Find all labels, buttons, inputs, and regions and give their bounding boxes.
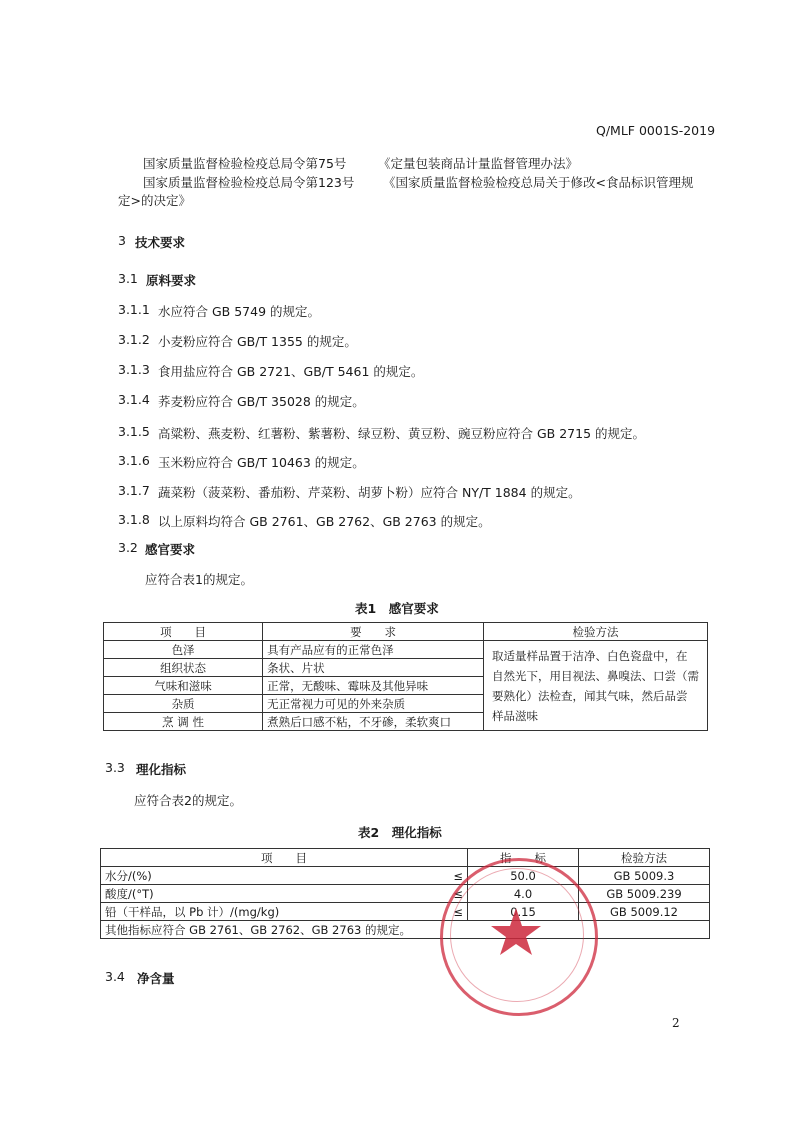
item-3-1-1-number: 3.1.1 <box>118 302 150 317</box>
table-2-header-row <box>101 849 710 867</box>
ref-line-1-right: 《定量包装商品计量监督管理办法》 <box>378 156 579 171</box>
table-2-item: 酸度/(°T) <box>101 885 430 903</box>
table-1-requirement: 具有产品应有的正常色泽 <box>263 641 484 659</box>
table-1-header-row <box>104 623 708 641</box>
section-3-2-paragraph: 应符合表1的规定。 <box>145 572 253 587</box>
ref-line-1-left: 国家质量监督检验检疫总局令第75号 <box>143 156 347 171</box>
table-2-operator: ≤ <box>429 903 468 921</box>
table-2-footer: 其他指标应符合 GB 2761、GB 2762、GB 2763 的规定。 <box>101 921 710 939</box>
item-3-1-7-number: 3.1.7 <box>118 483 150 498</box>
section-3-title: 技术要求 <box>135 235 186 250</box>
table-2-item: 水分/(%) <box>101 867 430 885</box>
item-3-1-4-number: 3.1.4 <box>118 392 150 407</box>
table-1-requirement: 正常，无酸味、霉味及其他异味 <box>263 677 484 695</box>
section-3-4-title: 净含量 <box>137 971 175 986</box>
item-3-1-2-text: 小麦粉应符合 GB/T 1355 的规定。 <box>158 334 357 349</box>
item-3-1-5-number: 3.1.5 <box>118 424 150 439</box>
table-2-header-value: 指 标 <box>468 849 579 867</box>
section-3-4-number: 3.4 <box>105 969 125 984</box>
table-1-item: 组织状态 <box>104 659 263 677</box>
item-3-1-2-number: 3.1.2 <box>118 332 150 347</box>
section-3-3-number: 3.3 <box>105 760 125 775</box>
table-1-method-line: 自然光下，用目视法、鼻嗅法、口尝（需 <box>492 668 699 683</box>
table-1-method-line: 取适量样品置于洁净、白色瓷盘中，在 <box>492 648 688 663</box>
table-2-value: 50.0 <box>468 867 579 885</box>
table-1-requirement: 煮熟后口感不粘，不牙碜，柔软爽口 <box>263 713 484 731</box>
seal-star-icon <box>440 858 592 1010</box>
standard-code: Q/MLF 0001S-2019 <box>596 123 716 138</box>
item-3-1-1-text: 水应符合 GB 5749 的规定。 <box>158 304 320 319</box>
item-3-1-8-number: 3.1.8 <box>118 512 150 527</box>
table-1-item: 烹 调 性 <box>104 713 263 731</box>
table-1-header-item: 项 目 <box>104 623 263 641</box>
ref-line-2-left: 国家质量监督检验检疫总局令第123号 <box>143 175 355 190</box>
item-3-1-7-text: 蔬菜粉（菠菜粉、番茄粉、芹菜粉、胡萝卜粉）应符合 NY/T 1884 的规定。 <box>158 485 581 500</box>
page-number: 2 <box>672 1016 680 1030</box>
section-3-1-number: 3.1 <box>118 271 138 286</box>
item-3-1-3-text: 食用盐应符合 GB 2721、GB/T 5461 的规定。 <box>158 364 424 379</box>
table-1 <box>103 622 708 731</box>
table-1-item: 气味和滋味 <box>104 677 263 695</box>
company-seal <box>440 858 598 1016</box>
item-3-1-6-number: 3.1.6 <box>118 453 150 468</box>
item-3-1-6-text: 玉米粉应符合 GB/T 10463 的规定。 <box>158 455 365 470</box>
section-3-2-number: 3.2 <box>118 540 138 555</box>
table-2-method: GB 5009.3 <box>579 867 710 885</box>
table-row <box>101 867 710 885</box>
item-3-1-4-text: 荞麦粉应符合 GB/T 35028 的规定。 <box>158 394 365 409</box>
section-3-3-title: 理化指标 <box>136 762 187 777</box>
section-3-1-title: 原料要求 <box>146 273 197 288</box>
table-1-method-line: 样品滋味 <box>492 708 538 723</box>
ref-line-2-right: 《国家质量监督检验检疫总局关于修改<食品标识管理规 <box>383 175 694 190</box>
item-3-1-5-text: 高粱粉、燕麦粉、红薯粉、紫薯粉、绿豆粉、黄豆粉、豌豆粉应符合 GB 2715 的规定。 <box>158 426 645 441</box>
table-2-value: 0.15 <box>468 903 579 921</box>
table-2-operator: ≤ <box>429 885 468 903</box>
table-1-method-line: 要熟化）法检查，闻其气味，然后品尝 <box>492 688 688 703</box>
ref-line-2-cont: 定>的决定》 <box>118 193 191 208</box>
table-2-method: GB 5009.12 <box>579 903 710 921</box>
table-1-caption: 表1 感官要求 <box>355 601 439 616</box>
table-row <box>104 641 708 659</box>
table-row <box>101 903 710 921</box>
section-3-2-title: 感官要求 <box>145 542 196 557</box>
table-2-header-method: 检验方法 <box>579 849 710 867</box>
table-2-header-item: 项 目 <box>101 849 468 867</box>
item-3-1-8-text: 以上原料均符合 GB 2761、GB 2762、GB 2763 的规定。 <box>158 514 491 529</box>
table-1-requirement: 条状、片状 <box>263 659 484 677</box>
item-3-1-3-number: 3.1.3 <box>118 362 150 377</box>
table-1-item: 杂质 <box>104 695 263 713</box>
table-1-header-requirement: 要 求 <box>263 623 484 641</box>
table-2 <box>100 848 710 939</box>
table-2-operator: ≤ <box>429 867 468 885</box>
table-row <box>101 885 710 903</box>
section-3-number: 3 <box>118 233 126 248</box>
table-1-requirement: 无正常视力可见的外来杂质 <box>263 695 484 713</box>
table-2-footer-row <box>101 921 710 939</box>
table-1-method-cell <box>484 641 708 731</box>
section-3-3-paragraph: 应符合表2的规定。 <box>134 793 242 808</box>
table-2-method: GB 5009.239 <box>579 885 710 903</box>
table-1-header-method: 检验方法 <box>484 623 708 641</box>
table-2-value: 4.0 <box>468 885 579 903</box>
table-2-caption: 表2 理化指标 <box>358 825 442 840</box>
table-2-item: 铅（干样品，以 Pb 计）/(mg/kg) <box>101 903 430 921</box>
table-1-item: 色泽 <box>104 641 263 659</box>
